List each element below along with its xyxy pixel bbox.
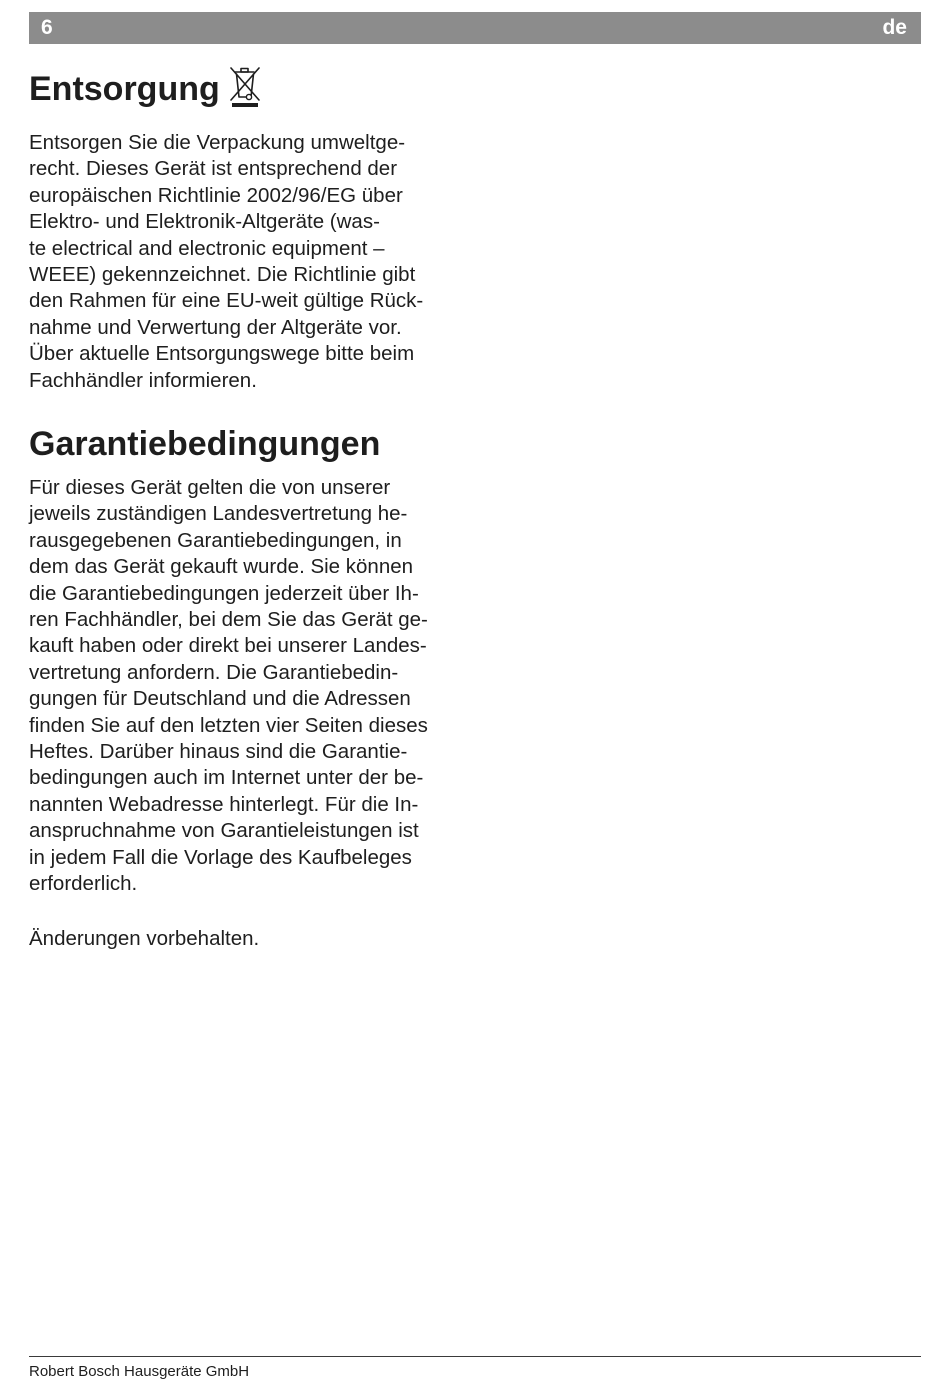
- text-line: jeweils zuständigen Landesvertretung he-: [29, 502, 408, 526]
- text-line: Heftes. Darüber hinaus sind die Garantie-: [29, 740, 408, 764]
- text-line: in jedem Fall die Vorlage des Kaufbeleges: [29, 845, 412, 869]
- text-line: te electrical and electronic equipment –: [29, 236, 385, 260]
- text-line: die Garantiebedingungen jederzeit über Ih-: [29, 581, 419, 605]
- text-line: erforderlich.: [29, 872, 138, 896]
- text-line: nannten Webadresse hinterlegt. Für die In-: [29, 792, 419, 816]
- text-line: den Rahmen für eine EU-weit gültige Rück-: [29, 289, 424, 313]
- text-line: nahme und Verwertung der Altgeräte vor.: [29, 315, 402, 339]
- text-line: recht. Dieses Gerät ist entsprechend der: [29, 157, 398, 181]
- text-line: kauft haben oder direkt bei unserer Landes-: [29, 634, 427, 658]
- text-line: dem das Gerät gekauft wurde. Sie können: [29, 555, 414, 579]
- text-line: Über aktuelle Entsorgungswege bitte beim: [29, 342, 415, 366]
- text-line: finden Sie auf den letzten vier Seiten dieses: [29, 713, 428, 737]
- language-code: de: [882, 16, 907, 39]
- text-line: Entsorgen Sie die Verpackung umweltge-: [29, 131, 406, 154]
- text-line: gungen für Deutschland und die Adressen: [29, 687, 411, 711]
- text-line: Änderungen vorbehalten.: [29, 927, 260, 950]
- text-line: europäischen Richtlinie 2002/96/EG über: [29, 183, 403, 207]
- text-line: bedingungen auch im Internet unter der be-: [29, 766, 424, 790]
- text-line: WEEE) gekennzeichnet. Die Richtlinie gibt: [29, 263, 416, 287]
- page-header-bar: [29, 12, 921, 44]
- text-line: ren Fachhändler, bei dem Sie das Gerät ge-: [29, 608, 428, 632]
- page-number: 6: [41, 16, 53, 39]
- disposal-paragraph: [29, 130, 489, 394]
- disposal-heading: [29, 64, 262, 108]
- changes-note: [29, 926, 489, 952]
- footer-divider: [29, 1356, 921, 1357]
- text-line: Elektro- und Elektronik-Altgeräte (was-: [29, 210, 380, 234]
- text-line: vertretung anfordern. Die Garantiebedin-: [29, 660, 399, 684]
- text-line: rausgegebenen Garantiebedingungen, in: [29, 528, 402, 552]
- text-line: Für dieses Gerät gelten die von unserer: [29, 476, 391, 499]
- footer-company: Robert Bosch Hausgeräte GmbH: [29, 1363, 250, 1380]
- warranty-paragraph: [29, 475, 489, 898]
- text-line: Fachhändler informieren.: [29, 368, 257, 392]
- disposal-heading-text: Entsorgung: [29, 70, 220, 108]
- text-line: anspruchnahme von Garantieleistungen ist: [29, 819, 419, 843]
- warranty-heading: Garantiebedingungen: [29, 425, 381, 463]
- crossed-out-wheelie-bin-icon: [228, 64, 262, 108]
